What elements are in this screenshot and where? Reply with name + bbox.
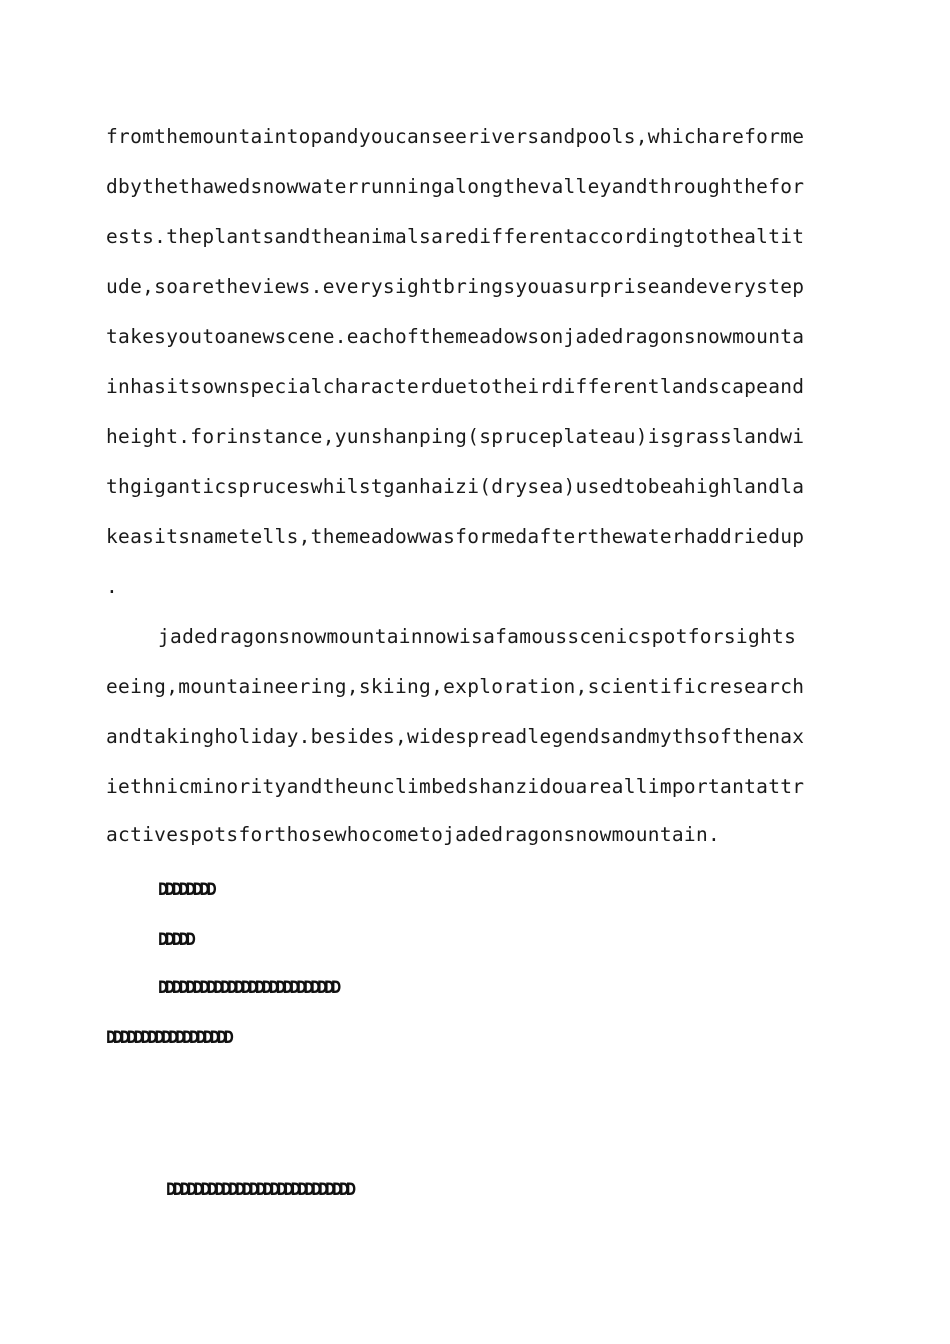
garbled-text-line-2: DDDDD	[158, 930, 193, 950]
garbled-text-line-5: DDDDDDDDDDDDDDDDDDDDDDDDDDD	[166, 1180, 353, 1200]
paragraph-1-line-6: inhasitsownspecialcharacterduetotheirdifferentlandscapeand	[106, 375, 805, 398]
paragraph-1-line-7: height.forinstance,yunshanping(spruceplateau)isgrasslandwi	[106, 425, 805, 448]
paragraph-2-line-2: eeing,mountaineering,skiing,exploration,scientificresearch	[106, 675, 805, 698]
paragraph-1-line-10: .	[106, 575, 119, 598]
paragraph-1-line-9: keasitsnametells,themeadowwasformedafterthewaterhaddriedup	[106, 525, 805, 548]
paragraph-1-line-8: thgiganticspruceswhilstganhaizi(drysea)usedtobeahighlandla	[106, 475, 805, 498]
paragraph-1-line-2: dbythethawedsnowwaterrunningalongthevalleyandthroughthefor	[106, 175, 805, 198]
paragraph-1-line-1: fromthemountaintopandyoucanseeriversandpools,whichareforme	[106, 125, 805, 148]
paragraph-2-line-1: jadedragonsnowmountainnowisafamousscenicspotforsights	[158, 625, 797, 648]
paragraph-1-line-3: ests.theplantsandtheanimalsaredifferentaccordingtothealtit	[106, 225, 805, 248]
paragraph-1-line-5: takesyoutoanewscene.eachofthemeadowsonjadedragonsnowmounta	[106, 325, 805, 348]
garbled-text-line-4: DDDDDDDDDDDDDDDDDD	[106, 1028, 231, 1048]
garbled-text-line-1: DDDDDDDD	[158, 880, 214, 900]
garbled-text-line-3: DDDDDDDDDDDDDDDDDDDDDDDDDD	[158, 978, 338, 998]
paragraph-2-line-4: iethnicminorityandtheunclimbedshanzidouareallimportantattr	[106, 775, 805, 798]
paragraph-2-line-3: andtakingholiday.besides,widespreadlegendsandmythsofthenax	[106, 725, 805, 748]
paragraph-1-line-4: ude,soaretheviews.everysightbringsyouasurpriseandeverystep	[106, 275, 805, 298]
paragraph-2-line-5: activespotsforthosewhocometojadedragonsnowmountain.	[106, 823, 721, 846]
